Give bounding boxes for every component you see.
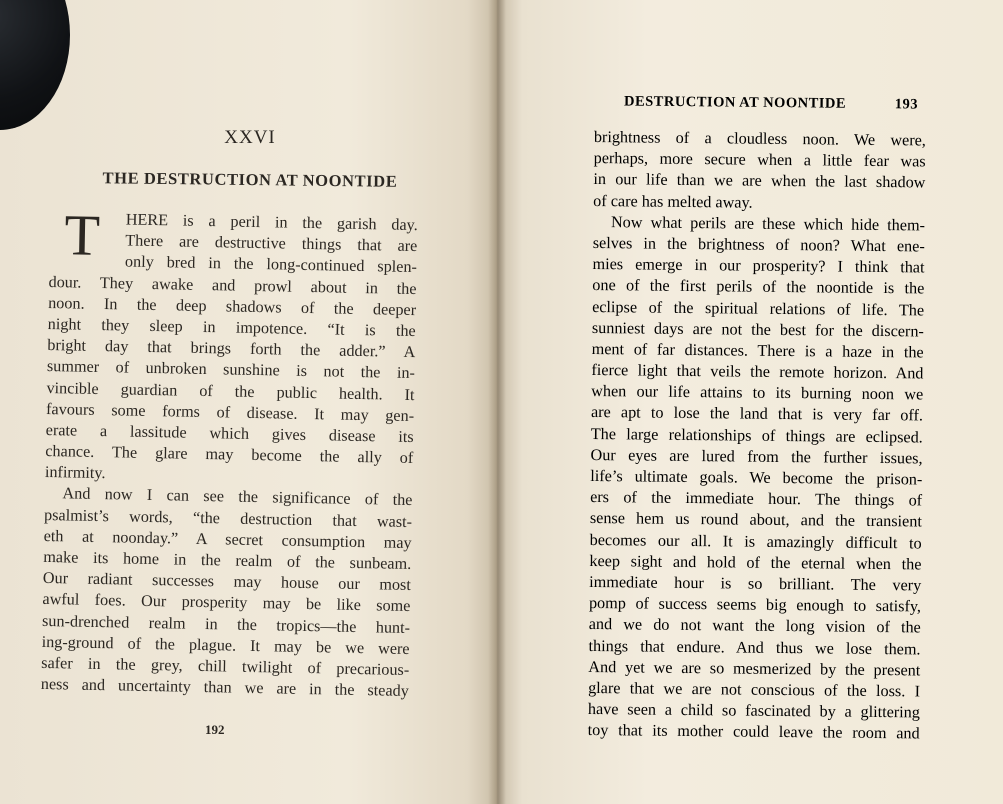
left-line: There are destructive things that are [125, 231, 418, 256]
right-line: perhaps, more secure when a little fear was [593, 149, 926, 171]
left-line: awful foes. Our prosperity may be like some [42, 590, 411, 616]
right-line: selves in the brightness of noon? What ene- [592, 233, 925, 256]
chapter-title: THE DESTRUCTION AT NOONTIDE [102, 168, 398, 191]
right-line: sunniest days are not the best for the discern- [591, 318, 924, 341]
left-line: eth at noonday.” A secret consumption may [43, 526, 412, 552]
left-page-text [40, 202, 418, 702]
drop-cap: T [63, 202, 101, 268]
left-line: chance. The glare may become the ally of [45, 442, 414, 468]
right-line: becomes our all. It is amazingly difficult to [589, 530, 922, 553]
left-line: ness and uncertainty than we are in the steady [40, 675, 409, 701]
right-line: mies emerge in our prosperity? I think that [592, 255, 925, 277]
right-line: ment of far distances. There is a haze in the [591, 339, 924, 362]
right-line: things that endure. And thus we lose them. [588, 636, 921, 658]
page-number-right: 193 [894, 96, 919, 113]
right-line: pomp of success seems big enough to satisfy, [588, 594, 922, 616]
left-line: vincible guardian of the public health. It [46, 378, 415, 404]
left-line: dour. They awake and prowl about in the [48, 272, 417, 298]
right-line: of care has melted away. [593, 191, 753, 212]
right-line: eclipse of the spiritual relations of life. The [592, 297, 925, 319]
right-line: Now what perils are these which hide them- [610, 212, 926, 235]
right-line: ers of the immediate hour. The things of [590, 488, 923, 510]
left-line: night they sleep in impotence. “It is the [47, 314, 416, 340]
left-line: Our radiant successes may house our most [42, 569, 411, 595]
left-page [0, 0, 497, 804]
left-line: noon. In the deep shadows of the deeper [48, 293, 417, 319]
running-head [624, 93, 918, 113]
right-line: are apt to lose the land that is very far off. [590, 403, 924, 425]
book-gutter [488, 0, 506, 804]
right-line: brightness of a cloudless noon. We were, [593, 127, 926, 150]
left-line: sun-drenched realm in the tropics—the hunt- [41, 611, 411, 637]
left-line: infirmity. [44, 463, 106, 483]
left-line: favours some forms of disease. It may gen- [45, 399, 415, 425]
page-number-left: 192 [205, 722, 225, 737]
left-line: psalmist’s words, “the destruction that wast- [43, 505, 413, 531]
left-line: erate a lassitude which gives disease its [45, 420, 414, 446]
right-line: And yet we are so mesmerized by the present [588, 657, 921, 680]
right-line: immediate hour is so brilliant. The very [589, 572, 922, 595]
right-line: keep sight and hold of the eternal when the [589, 551, 922, 574]
left-line: HERE is a peril in the garish day. [125, 210, 418, 235]
left-line: summer of unbroken sunshine is not the in- [46, 357, 416, 383]
running-head-title: DESTRUCTION AT NOONTIDE [623, 93, 847, 112]
left-line: make its home in the realm of the sunbeam. [43, 547, 412, 573]
right-line: and we do not want the long vision of the [588, 615, 921, 637]
right-line: when our life attains to its burning noon we [591, 382, 924, 404]
right-line: toy that its mother could leave the room and [587, 721, 920, 743]
left-line: safer in the grey, chill twilight of precarious- [41, 653, 410, 679]
left-line: And now I can see the significance of the [62, 484, 413, 510]
left-line: bright day that brings forth the adder.” A [47, 336, 416, 362]
right-line: have seen a child so fascinated by a glittering [587, 700, 920, 722]
right-line: The large relationships of things are eclipsed. [590, 424, 923, 447]
right-line: life’s ultimate goals. We become the prison- [590, 466, 923, 489]
chapter-number: XXVI [224, 127, 276, 148]
right-page-text [588, 127, 926, 745]
left-line: only bred in the long-continued splen- [124, 252, 418, 277]
right-line: fierce light that veils the remote horizon. And [591, 361, 924, 383]
right-line: Our eyes are lured from the further issues, [590, 445, 923, 468]
left-line: ing-ground of the plague. It may be we were [41, 632, 410, 658]
right-line: one of the first perils of the noontide is the [592, 276, 925, 298]
right-line: glare that we are not conscious of the loss. I [588, 678, 921, 701]
right-line: in our life than we are when the last shadow [593, 170, 926, 192]
right-line: sense hem us round about, and the transient [589, 509, 922, 531]
